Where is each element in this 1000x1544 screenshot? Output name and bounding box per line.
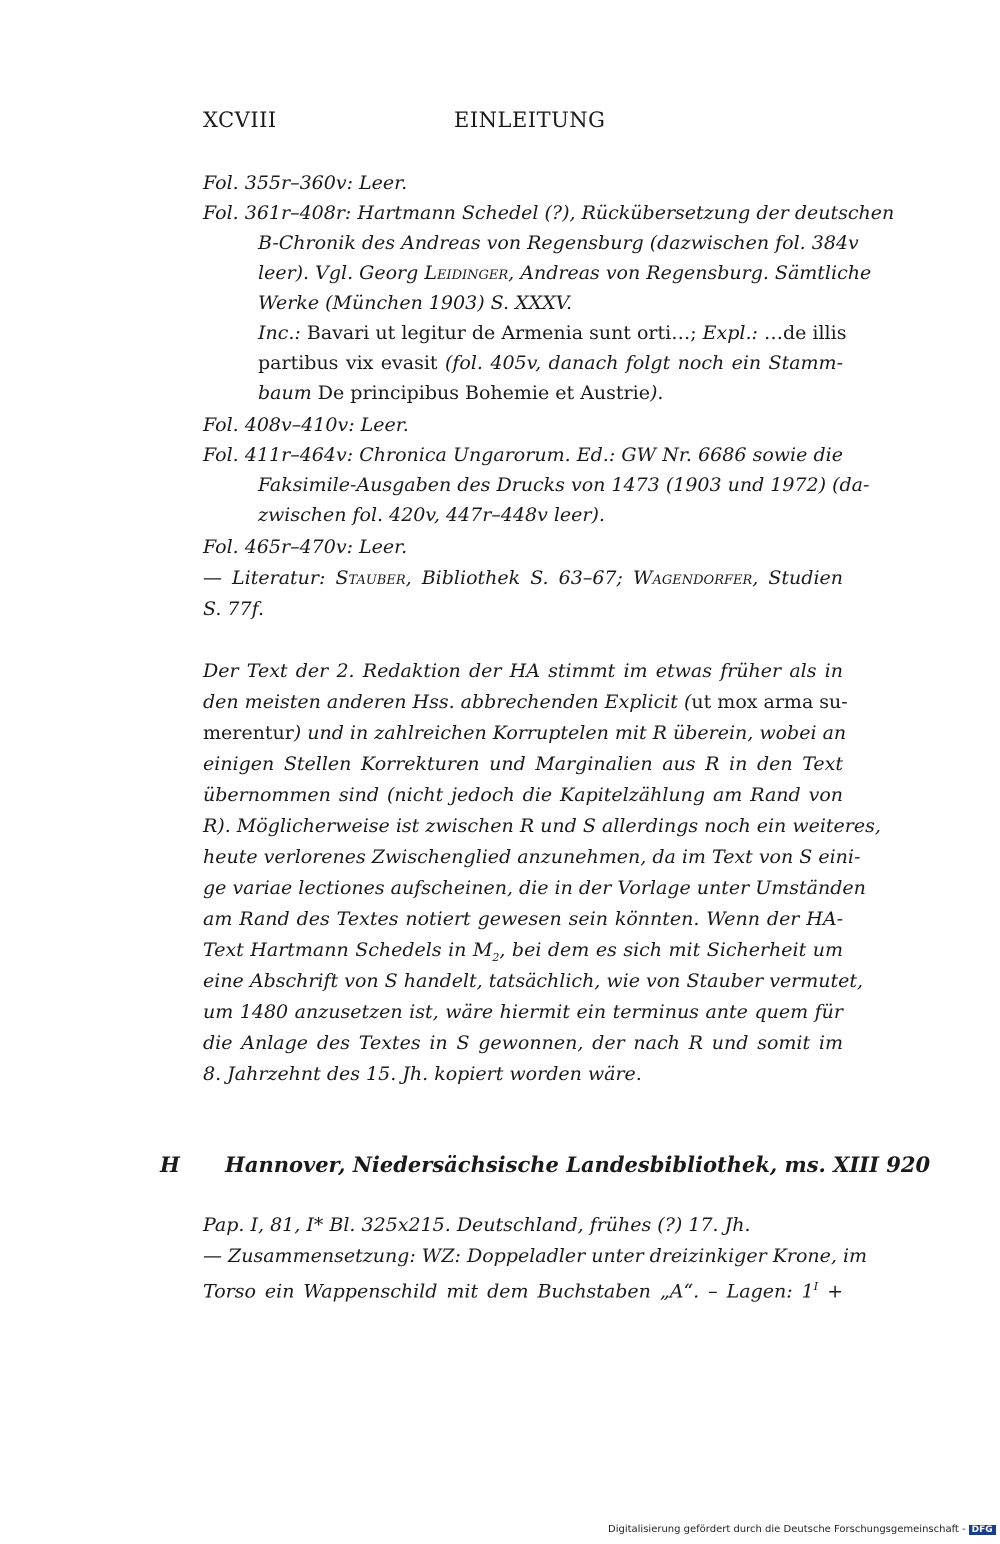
entry-fol-355: Fol. 355r–360v: Leer. xyxy=(203,172,408,194)
subscript: 2 xyxy=(492,950,500,964)
description-line: Pap. I, 81, I* Bl. 325x215. Deutschland, frühes (?) 17. Jh. xyxy=(203,1214,751,1236)
entry-fol-465: Fol. 465r–470v: Leer. xyxy=(203,536,408,558)
entry-fol-411-cont: Faksimile-Ausgaben des Drucks von 1473 (1903 und 1972) (da- xyxy=(258,474,870,496)
literature-line xyxy=(203,563,843,593)
incipit-line-3 xyxy=(258,378,843,408)
paragraph-line: einigen Stellen Korrekturen und Marginalien aus R in den Text xyxy=(203,753,843,775)
explicit-text: partibus vix evasit xyxy=(258,352,445,374)
paragraph-line: 8. Jahrzehnt des 15. Jh. kopiert worden wäre. xyxy=(203,1063,642,1085)
quoted-text: ut mox arma su- xyxy=(691,691,848,713)
text-span: , Bibliothek S. 63–67; xyxy=(405,567,633,589)
entry-fol-361-end: Werke (München 1903) S. XXXV. xyxy=(258,292,573,314)
text-span: — Literatur: xyxy=(203,567,336,589)
paragraph-line: Der Text der 2. Redaktion der HA stimmt im etwas früher als in xyxy=(203,660,843,682)
text-span: leer). Vgl. Georg xyxy=(258,262,425,284)
text-span: ) und in zahlreichen Korruptelen mit R überein, wobei an xyxy=(293,722,847,744)
text-span: Torso ein Wappenschild mit dem Buchstaben „A“. – Lagen: 1 xyxy=(203,1280,814,1303)
paragraph-line xyxy=(203,718,847,748)
dfg-logo: DFG xyxy=(969,1525,996,1535)
section-title: Hannover, Niedersächsische Landesbibliothek, ms. XIII 920 xyxy=(225,1152,931,1177)
explicit-text: …de illis xyxy=(757,322,847,344)
literature-line-2: S. 77f. xyxy=(203,598,264,620)
paragraph-line: um 1480 anzusetzen ist, wäre hiermit ein terminus ante quem für xyxy=(203,1001,843,1023)
note-text: baum xyxy=(258,382,312,404)
entry-fol-361: Fol. 361r–408r: Hartmann Schedel (?), Rückübersetzung der deutschen xyxy=(203,202,895,224)
entry-fol-411-end: zwischen fol. 420v, 447r–448v leer). xyxy=(258,504,605,526)
paragraph-line xyxy=(203,687,848,717)
paragraph-line: eine Abschrift von S handelt, tatsächlich, wie von Stauber vermutet, xyxy=(203,970,864,992)
paragraph-line: heute verlorenes Zwischenglied anzunehmen, da im Text von S eini- xyxy=(203,846,861,868)
inc-label: Inc.: xyxy=(258,322,301,344)
page-header xyxy=(203,108,843,138)
note-text: (fol. 405v, danach folgt noch ein Stamm- xyxy=(444,352,843,374)
running-title: EINLEITUNG xyxy=(454,108,606,132)
paragraph-line: R). Möglicherweise ist zwischen R und S allerdings noch ein weiteres, xyxy=(203,815,881,837)
section-siglum: H xyxy=(160,1152,180,1177)
expl-label: Expl.: xyxy=(702,322,758,344)
incipit-line xyxy=(258,318,847,348)
text-span: + xyxy=(818,1280,843,1303)
entry-fol-411: Fol. 411r–464v: Chronica Ungarorum. Ed.: GW Nr. 6686 sowie die xyxy=(203,444,843,466)
text-span: , Studien xyxy=(752,567,844,589)
author-name: Stauber xyxy=(335,567,406,589)
entry-fol-408: Fol. 408v–410v: Leer. xyxy=(203,414,409,436)
quoted-text: merentur xyxy=(203,722,294,744)
paragraph-line: die Anlage des Textes in S gewonnen, der nach R und somit im xyxy=(203,1032,843,1054)
incipit-line-2 xyxy=(258,348,843,378)
paragraph-line: übernommen sind (nicht jedoch die Kapitelzählung am Rand von xyxy=(203,784,843,806)
author-name: Leidinger xyxy=(424,262,509,284)
title-text: De principibus Bohemie et Austrie xyxy=(311,382,650,404)
paragraph-line: am Rand des Textes notiert gewesen sein könnten. Wenn der HA- xyxy=(203,908,843,930)
page-number: XCVIII xyxy=(203,108,277,132)
description-line xyxy=(203,1272,843,1306)
text-span: , Andreas von Regensburg. Sämtliche xyxy=(508,262,872,284)
entry-fol-361-leer xyxy=(258,258,872,288)
description-line: — Zusammensetzung: WZ: Doppeladler unter dreizinkiger Krone, im xyxy=(203,1245,868,1267)
paragraph-line: ge variae lectiones aufscheinen, die in der Vorlage unter Umständen xyxy=(203,877,866,899)
digitization-footer xyxy=(608,1524,996,1535)
incipit-text: Bavari ut legitur de Armenia sunt orti…; xyxy=(300,322,703,344)
text-span: den meisten anderen Hss. abbrechenden Explicit ( xyxy=(203,691,692,713)
text-span: Text Hartmann Schedels in M xyxy=(203,939,493,961)
note-text: ). xyxy=(649,382,664,404)
text-span: , bei dem es sich mit Sicherheit um xyxy=(499,939,843,961)
footer-text: Digitalisierung gefördert durch die Deutsche Forschungsgemeinschaft - xyxy=(608,1524,966,1535)
author-name: Wagendorfer xyxy=(632,567,753,589)
entry-fol-361-cont: B-Chronik des Andreas von Regensburg (dazwischen fol. 384v xyxy=(258,232,859,254)
superscript: I xyxy=(813,1280,819,1293)
